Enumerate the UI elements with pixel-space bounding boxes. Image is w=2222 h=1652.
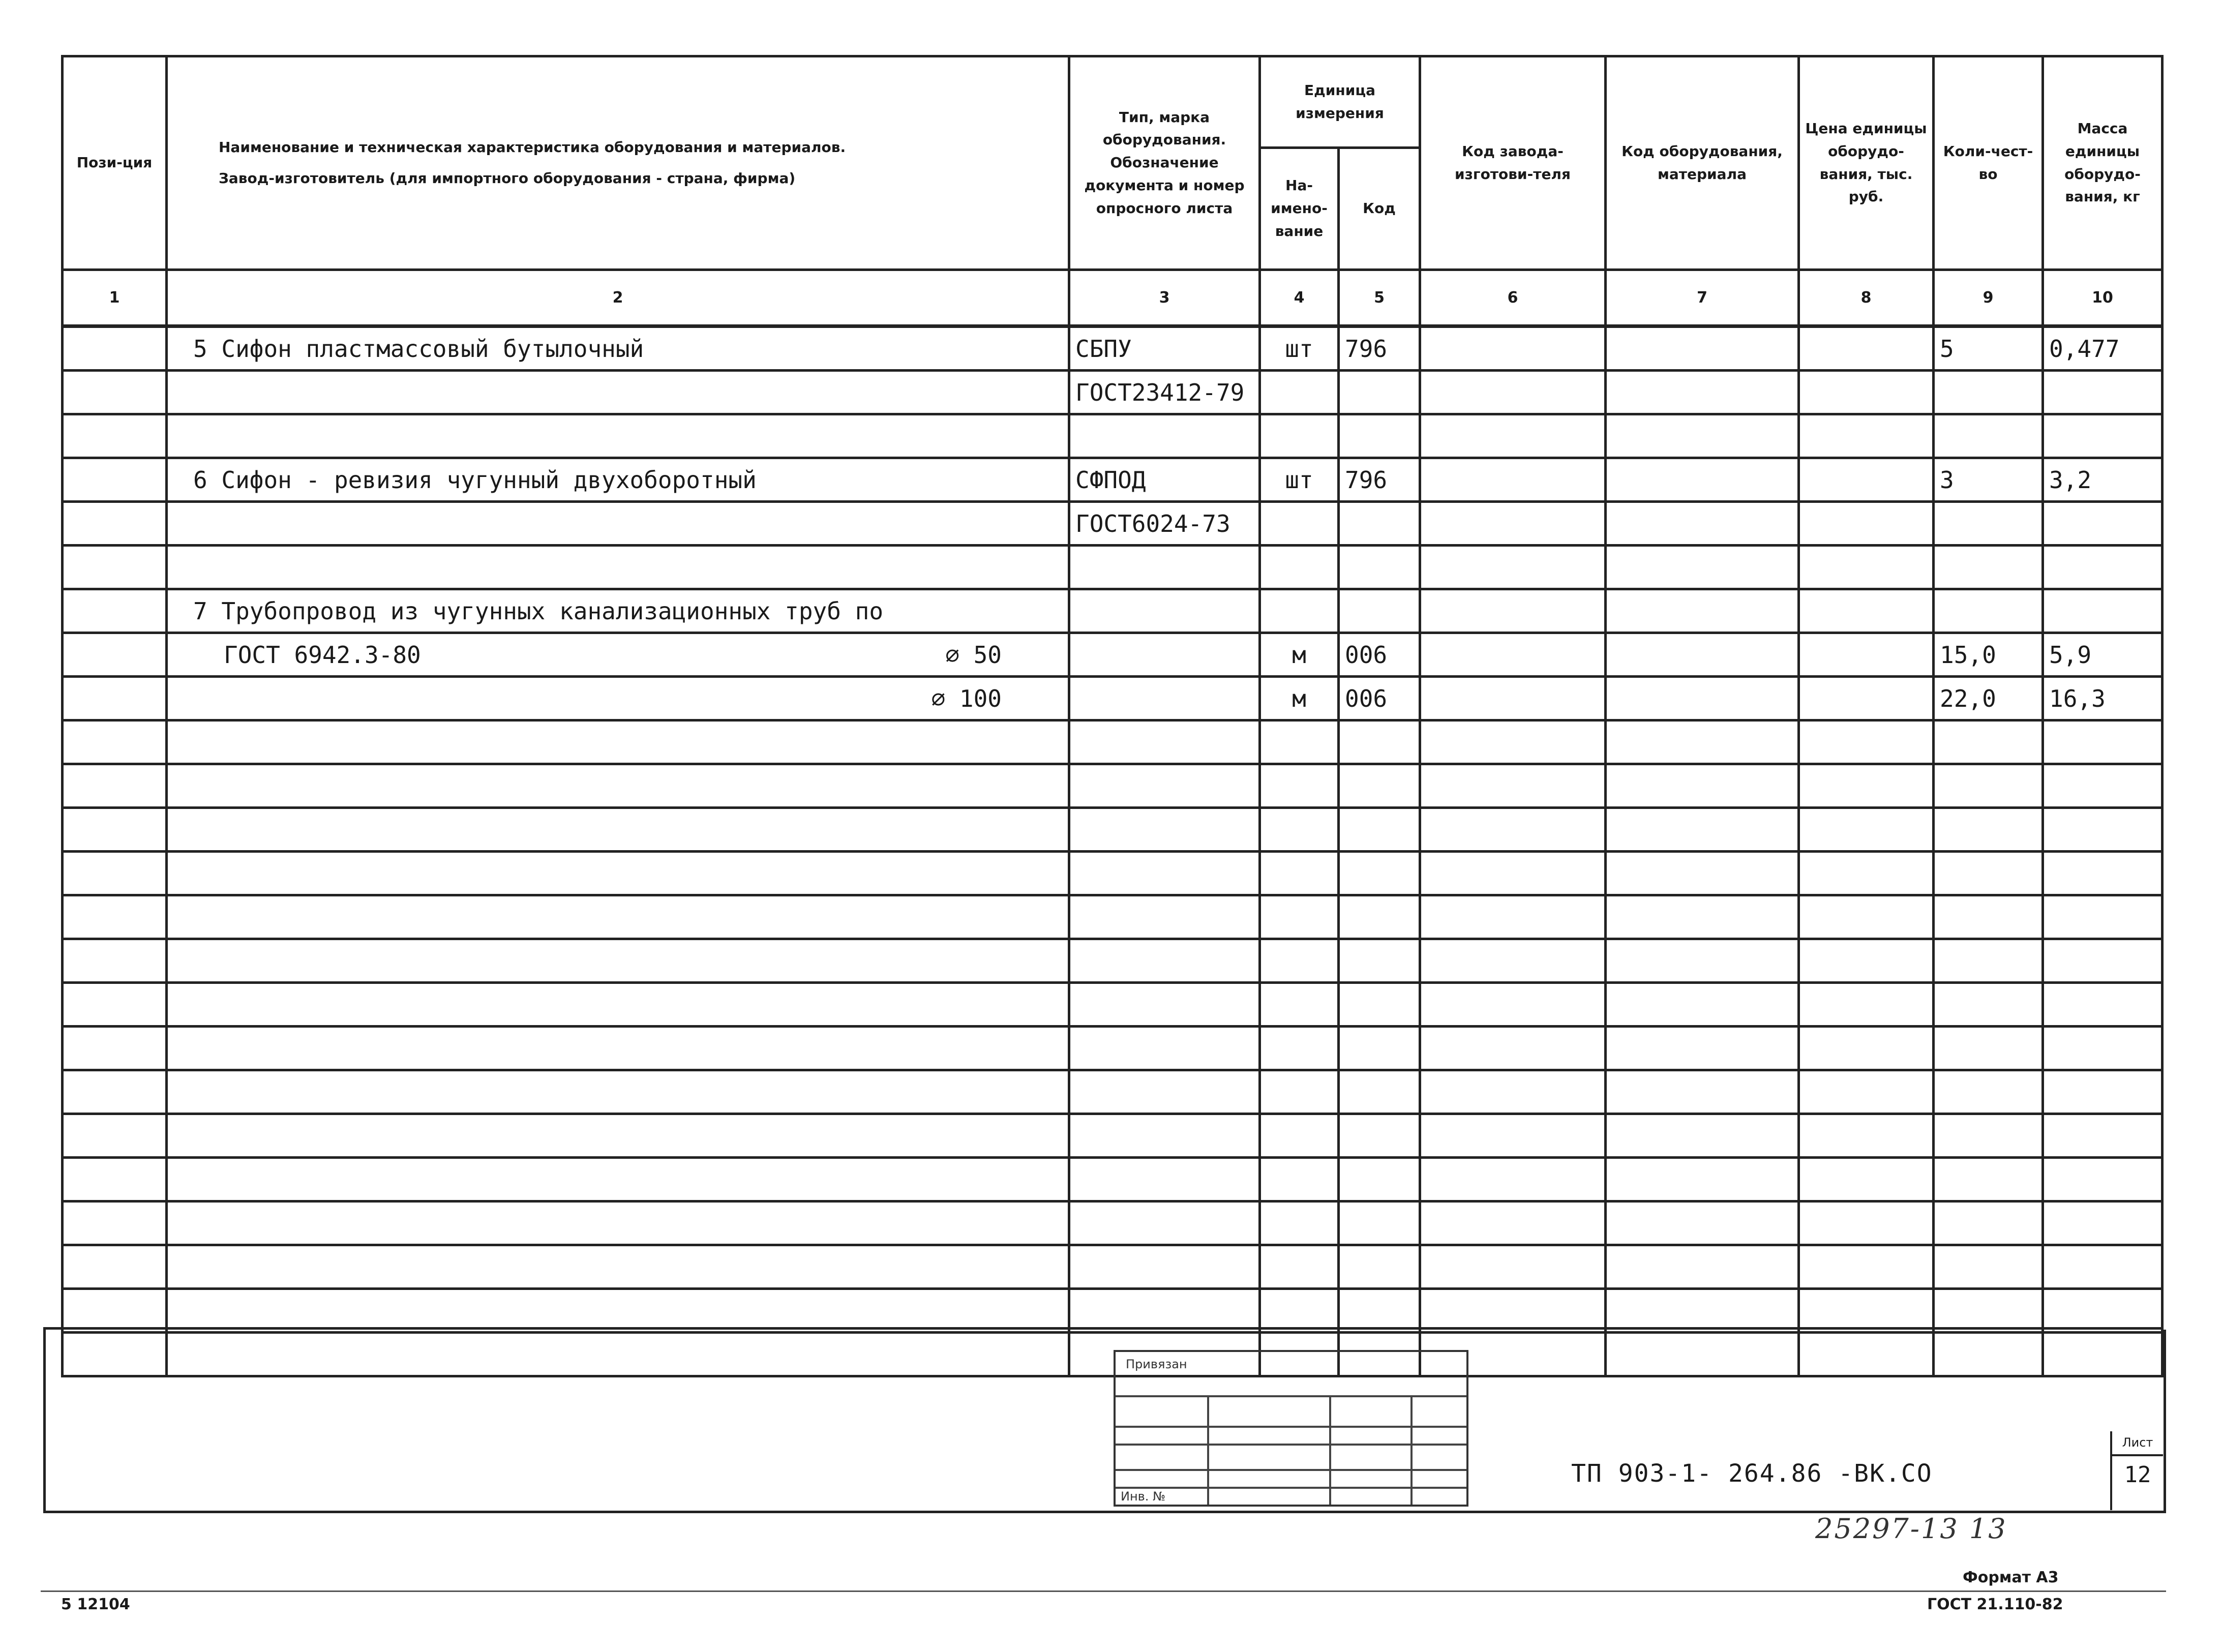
cell-name [167,1245,1069,1289]
cell-factory [1420,1114,1606,1158]
cell-type [1069,546,1260,589]
cell-price [1799,1158,1934,1202]
cell-code [1339,502,1420,546]
cell-pos [63,1070,167,1114]
cell-pos [63,983,167,1027]
cell-name [167,983,1069,1027]
cell-unit [1260,546,1339,589]
column-number: 8 [1799,270,1934,326]
cell-mass [2043,371,2163,414]
table-row [63,546,2163,589]
table-row [63,326,2163,371]
cell-code: 796 [1339,458,1420,502]
cell-qty [1934,1158,2043,1202]
cell-type [1069,1027,1260,1070]
cell-factory [1420,371,1606,414]
cell-pos [63,326,167,371]
cell-price [1799,589,1934,633]
column-number: 4 [1260,270,1339,326]
cell-pos [63,1027,167,1070]
cell-equip [1606,326,1799,371]
table-row [63,589,2163,633]
cell-factory [1420,546,1606,589]
cell-mass [2043,1114,2163,1158]
cell-mass [2043,808,2163,852]
cell-factory [1420,502,1606,546]
cell-equip [1606,764,1799,808]
cell-unit [1260,895,1339,939]
cell-pos [63,414,167,458]
cell-type [1069,983,1260,1027]
header-unit-group: Единица измерения [1260,56,1420,148]
cell-pos [63,895,167,939]
cell-code [1339,939,1420,983]
cell-price [1799,1289,1934,1333]
cell-unit [1260,764,1339,808]
cell-price [1799,1245,1934,1289]
cell-qty [1934,371,2043,414]
cell-code [1339,895,1420,939]
cell-pos [63,1158,167,1202]
cell-factory [1420,895,1606,939]
cell-type [1069,633,1260,677]
cell-equip [1606,1158,1799,1202]
cell-factory [1420,720,1606,764]
cell-price [1799,546,1934,589]
cell-qty [1934,983,2043,1027]
cell-qty [1934,414,2043,458]
cell-qty [1934,939,2043,983]
paper-format: Формат А3 [1963,1569,2059,1586]
footer-line [41,1590,2166,1592]
item-diameter: ∅ 50 [945,641,1002,669]
table-row [63,633,2163,677]
cell-price [1799,939,1934,983]
cell-pos [63,502,167,546]
cell-equip [1606,677,1799,720]
cell-mass [2043,1202,2163,1245]
cell-name [167,589,1069,633]
cell-mass [2043,414,2163,458]
cell-price [1799,1202,1934,1245]
table-row [63,939,2163,983]
cell-unit [1260,371,1339,414]
column-number: 3 [1069,270,1260,326]
cell-price [1799,414,1934,458]
inventory-number: 5 12104 [61,1596,130,1613]
cell-pos [63,677,167,720]
sheet-number: 12 [2124,1462,2151,1488]
cell-code [1339,546,1420,589]
cell-pos [63,852,167,895]
cell-mass: 3,2 [2043,458,2163,502]
cell-equip [1606,983,1799,1027]
cell-price [1799,458,1934,502]
header-quantity: Коли-чест-во [1934,56,2043,270]
cell-code [1339,371,1420,414]
column-number: 1 [63,270,167,326]
cell-type [1069,720,1260,764]
cell-qty [1934,1070,2043,1114]
cell-equip [1606,852,1799,895]
cell-equip [1606,720,1799,764]
cell-code [1339,589,1420,633]
cell-type [1069,1202,1260,1245]
cell-equip [1606,502,1799,546]
cell-price [1799,764,1934,808]
cell-pos [63,633,167,677]
cell-name [167,1070,1069,1114]
item-diameter: ∅ 100 [931,684,1002,712]
column-number: 5 [1339,270,1420,326]
table-row [63,1070,2163,1114]
stamp-inv-label: Инв. № [1121,1489,1166,1504]
sheet-box [2110,1431,2163,1510]
cell-code [1339,1158,1420,1202]
table-row [63,720,2163,764]
cell-code [1339,414,1420,458]
cell-qty: 5 [1934,326,2043,371]
cell-name [167,1289,1069,1333]
cell-mass [2043,939,2163,983]
cell-qty [1934,502,2043,546]
cell-price [1799,677,1934,720]
cell-price [1799,1027,1934,1070]
cell-type [1069,677,1260,720]
column-number: 10 [2043,270,2163,326]
cell-unit [1260,502,1339,546]
cell-unit [1260,939,1339,983]
cell-equip [1606,808,1799,852]
cell-type [1069,589,1260,633]
cell-type: СБПУ [1069,326,1260,371]
cell-type: ГОСТ6024-73 [1069,502,1260,546]
cell-equip [1606,1114,1799,1158]
cell-type [1069,1245,1260,1289]
table-row [63,808,2163,852]
table-row [63,983,2163,1027]
cell-factory [1420,1158,1606,1202]
cell-price [1799,326,1934,371]
cell-name [167,326,1069,371]
column-number: 7 [1606,270,1799,326]
cell-code [1339,1202,1420,1245]
cell-price [1799,371,1934,414]
header-price: Цена единицы оборудо-вания, тыс. руб. [1799,56,1934,270]
cell-name [167,1202,1069,1245]
cell-code [1339,1289,1420,1333]
table-row [63,458,2163,502]
cell-name [167,502,1069,546]
cell-equip [1606,895,1799,939]
cell-qty [1934,720,2043,764]
item-name: 6 Сифон - ревизия чугунный двухоборотный [193,466,757,494]
cell-mass [2043,852,2163,895]
table-row [63,1245,2163,1289]
cell-code [1339,1245,1420,1289]
cell-qty [1934,546,2043,589]
cell-unit: м [1260,677,1339,720]
column-number: 6 [1420,270,1606,326]
cell-pos [63,939,167,983]
cell-price [1799,808,1934,852]
cell-mass: 16,3 [2043,677,2163,720]
cell-factory [1420,1202,1606,1245]
cell-type [1069,1114,1260,1158]
cell-mass [2043,1289,2163,1333]
item-name: ГОСТ 6942.3-80 [224,641,421,669]
cell-qty [1934,808,2043,852]
cell-qty [1934,895,2043,939]
cell-price [1799,720,1934,764]
cell-name [167,720,1069,764]
cell-name [167,546,1069,589]
cell-pos [63,1289,167,1333]
cell-factory [1420,589,1606,633]
cell-factory [1420,852,1606,895]
cell-code [1339,1114,1420,1158]
cell-name [167,764,1069,808]
cell-equip [1606,371,1799,414]
cell-mass [2043,764,2163,808]
cell-equip [1606,1289,1799,1333]
cell-name [167,1158,1069,1202]
cell-type [1069,1158,1260,1202]
cell-factory [1420,1245,1606,1289]
cell-qty [1934,764,2043,808]
cell-code: 006 [1339,633,1420,677]
cell-pos [63,720,167,764]
table-row [63,764,2163,808]
cell-factory [1420,1027,1606,1070]
cell-price [1799,633,1934,677]
cell-type [1069,1070,1260,1114]
cell-code [1339,720,1420,764]
cell-mass [2043,720,2163,764]
cell-name [167,852,1069,895]
sheet-label: Лист [2112,1431,2163,1456]
cell-mass [2043,983,2163,1027]
cell-pos [63,458,167,502]
cell-factory [1420,326,1606,371]
cell-unit [1260,1289,1339,1333]
cell-price [1799,852,1934,895]
cell-qty: 15,0 [1934,633,2043,677]
cell-unit [1260,1202,1339,1245]
cell-name [167,1027,1069,1070]
cell-code [1339,808,1420,852]
cell-code: 796 [1339,326,1420,371]
cell-type [1069,764,1260,808]
cell-unit [1260,808,1339,852]
cell-equip [1606,633,1799,677]
cell-mass [2043,1245,2163,1289]
cell-equip [1606,1027,1799,1070]
cell-equip [1606,589,1799,633]
cell-pos [63,1245,167,1289]
cell-type [1069,895,1260,939]
cell-unit [1260,720,1339,764]
cell-price [1799,983,1934,1027]
table-row [63,852,2163,895]
header-equipment-code: Код оборудования, материала [1606,56,1799,270]
cell-equip [1606,1245,1799,1289]
cell-type [1069,414,1260,458]
cell-factory [1420,764,1606,808]
cell-factory [1420,939,1606,983]
cell-code [1339,1070,1420,1114]
cell-type [1069,1289,1260,1333]
cell-factory [1420,458,1606,502]
cell-mass [2043,546,2163,589]
table-row [63,1289,2163,1333]
column-number: 9 [1934,270,2043,326]
column-number: 2 [167,270,1069,326]
cell-pos [63,589,167,633]
header-unit-name: На-имено-вание [1260,148,1339,270]
cell-qty [1934,1027,2043,1070]
cell-qty: 3 [1934,458,2043,502]
cell-pos [63,764,167,808]
cell-factory [1420,414,1606,458]
cell-equip [1606,1202,1799,1245]
header-factory-code: Код завода-изготови-теля [1420,56,1606,270]
cell-pos [63,371,167,414]
cell-name [167,458,1069,502]
approval-stamp [1114,1350,1468,1507]
cell-name [167,1114,1069,1158]
cell-mass [2043,1027,2163,1070]
cell-unit [1260,1158,1339,1202]
cell-mass [2043,589,2163,633]
table-row [63,1027,2163,1070]
cell-name [167,677,1069,720]
cell-unit [1260,1114,1339,1158]
cell-qty [1934,1245,2043,1289]
column-numbers-row [63,270,2163,326]
header-name [167,56,1069,270]
cell-pos [63,808,167,852]
cell-factory [1420,983,1606,1027]
cell-type: СФПОД [1069,458,1260,502]
cell-mass [2043,1158,2163,1202]
cell-qty [1934,1202,2043,1245]
table-row [63,1202,2163,1245]
cell-mass [2043,895,2163,939]
cell-price [1799,502,1934,546]
cell-name [167,895,1069,939]
cell-equip [1606,939,1799,983]
cell-code [1339,983,1420,1027]
cell-type [1069,808,1260,852]
cell-unit: шт [1260,326,1339,371]
table-row [63,414,2163,458]
cell-price [1799,1070,1934,1114]
item-name: 7 Трубопровод из чугунных канализационных труб по [193,597,884,625]
cell-type [1069,939,1260,983]
table-row [63,677,2163,720]
cell-unit [1260,983,1339,1027]
cell-code: 006 [1339,677,1420,720]
cell-mass: 5,9 [2043,633,2163,677]
cell-factory [1420,677,1606,720]
cell-unit: шт [1260,458,1339,502]
cell-name [167,939,1069,983]
cell-price [1799,1114,1934,1158]
cell-equip [1606,546,1799,589]
cell-factory [1420,1289,1606,1333]
table-row [63,502,2163,546]
specification-table [61,55,2164,1377]
cell-unit [1260,1027,1339,1070]
cell-unit [1260,589,1339,633]
cell-qty [1934,1114,2043,1158]
document-designation: ТП 903-1- 264.86 -ВК.СО [1571,1459,1933,1488]
header-unit-code: Код [1339,148,1420,270]
cell-equip [1606,1070,1799,1114]
cell-qty [1934,852,2043,895]
cell-name [167,808,1069,852]
cell-mass: 0,477 [2043,326,2163,371]
cell-mass [2043,1070,2163,1114]
cell-equip [1606,414,1799,458]
cell-unit: м [1260,633,1339,677]
cell-qty [1934,1289,2043,1333]
header-position: Пози-ция [63,56,167,270]
cell-qty [1934,589,2043,633]
table-row [63,371,2163,414]
header-name-line1: Наименование и техническая характеристика оборудования и материалов. [219,138,846,156]
handwritten-number: 25297-13 13 [1815,1513,2007,1545]
cell-pos [63,1114,167,1158]
cell-equip [1606,458,1799,502]
cell-factory [1420,1070,1606,1114]
cell-name [167,414,1069,458]
header-mass: Масса единицы оборудо-вания, кг [2043,56,2163,270]
cell-type: ГОСТ23412-79 [1069,371,1260,414]
cell-name [167,371,1069,414]
table-row [63,1158,2163,1202]
cell-unit [1260,852,1339,895]
header-type: Тип, марка оборудования. Обозначение документа и номер опросного листа [1069,56,1260,270]
cell-code [1339,764,1420,808]
cell-name [167,633,1069,677]
cell-code [1339,852,1420,895]
cell-price [1799,895,1934,939]
cell-unit [1260,1245,1339,1289]
item-name: 5 Сифон пластмассовый бутылочный [193,335,644,363]
cell-unit [1260,414,1339,458]
cell-unit [1260,1070,1339,1114]
cell-pos [63,1202,167,1245]
cell-code [1339,1027,1420,1070]
cell-type [1069,852,1260,895]
cell-factory [1420,633,1606,677]
table-row [63,1114,2163,1158]
cell-pos [63,546,167,589]
cell-factory [1420,808,1606,852]
stamp-title: Привязан [1126,1357,1187,1371]
cell-qty: 22,0 [1934,677,2043,720]
table-row [63,895,2163,939]
gost-standard: ГОСТ 21.110-82 [1927,1596,2063,1613]
cell-mass [2043,502,2163,546]
header-name-line2: Завод-изготовитель (для импортного оборудования - страна, фирма) [219,169,796,187]
